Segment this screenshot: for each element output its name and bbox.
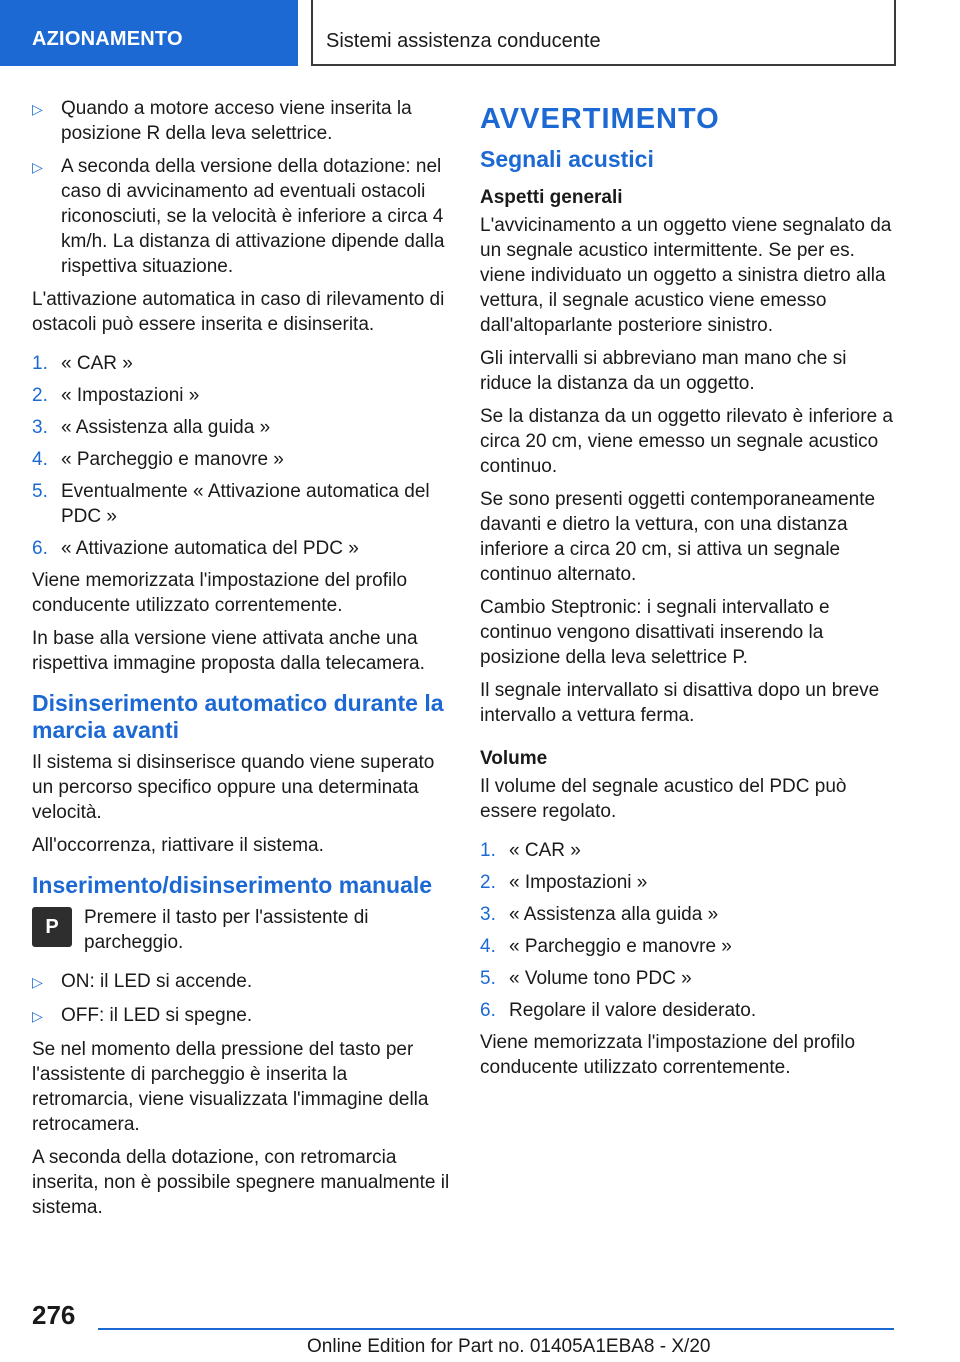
step-item: 2. « Impostazioni » — [480, 872, 648, 893]
paragraph: A seconda della dotazione, con retromarcia inserita, non è possibile spegnere manualmente il sistema. — [32, 1147, 450, 1218]
step-item: 3. « Assistenza alla guida » — [32, 417, 271, 438]
parking-assist-icon: P — [32, 907, 72, 947]
footer-divider — [98, 1328, 894, 1330]
header-chapter — [311, 0, 896, 66]
section-title: AZIONAMENTO — [32, 28, 183, 50]
step-item: 3. « Assistenza alla guida » — [480, 904, 719, 925]
step-item: 4. « Parcheggio e manovre » — [32, 449, 284, 470]
subsection-heading: Volume — [480, 748, 548, 769]
section-heading: Inserimento/disinserimento manuale — [32, 872, 433, 898]
warning-heading: AVVERTIMENTO — [480, 103, 720, 135]
paragraph: All'occorrenza, riattivare il sistema. — [32, 835, 324, 856]
paragraph: Il sistema si disinserisce quando viene superato un percorso specifico oppure una determinata velocità. — [32, 752, 435, 823]
step-item: 1. « CAR » — [480, 840, 581, 861]
list-item: ▷ A seconda della versione della dotazione: nel caso di avvicinamento ad eventuali ostacoli riconosciuti, se la velocità è inferiore a circa 4 km/h. La distanza di attivazione dipende dalla rispettiva situazione. — [32, 156, 445, 277]
step-item: 2. « Impostazioni » — [32, 385, 200, 406]
triangle-bullet-icon: ▷ — [32, 159, 43, 175]
paragraph: L'avvicinamento a un oggetto viene segnalato da un segnale acustico intermittente. Se per es. viene individuato un oggetto a sinistra dietro alla vettura, il segnale acustico viene emesso dall'altoparlante posteriore sinistro. — [480, 215, 892, 336]
paragraph: Se nel momento della pressione del tasto per l'assistente di parcheggio è inserita la retromarcia, viene visualizzata l'immagine della retrocamera. — [32, 1039, 429, 1135]
paragraph: Se sono presenti oggetti contemporaneamente davanti e dietro la vettura, con una distanza inferiore a circa 20 cm, si attiva un segnale continuo alternato. — [480, 489, 876, 585]
section-heading: Disinserimento automatico durante la marcia avanti — [32, 690, 444, 743]
list-item: ▷ ON: il LED si accende. — [32, 969, 450, 995]
header-section — [0, 0, 298, 66]
paragraph: Cambio Steptronic: i segnali intervallato e continuo vengono disattivati inserendo la posizione della leva selettrice P. — [480, 597, 830, 668]
triangle-bullet-icon: ▷ — [32, 101, 43, 117]
edition-footer: Online Edition for Part no. 01405A1EBA8 - X/20 — [307, 1336, 711, 1357]
step-item: 6. Regolare il valore desiderato. — [480, 1000, 757, 1021]
paragraph: Viene memorizzata l'impostazione del profilo conducente utilizzato correntemente. — [32, 570, 408, 616]
section-heading: Segnali acustici — [480, 146, 654, 172]
paragraph: Se la distanza da un oggetto rilevato è inferiore a circa 20 cm, viene emesso un segnale acustico continuo. — [480, 406, 893, 477]
paragraph: Viene memorizzata l'impostazione del profilo conducente utilizzato correntemente. — [480, 1032, 856, 1078]
paragraph: In base alla versione viene attivata anche una rispettiva immagine proposta dalla telecamera. — [32, 628, 425, 674]
triangle-bullet-icon: ▷ — [32, 974, 43, 990]
step-item: 5. Eventualmente « Attivazione automatica del PDC » — [32, 481, 430, 527]
step-item: 5. « Volume tono PDC » — [480, 968, 692, 989]
step-item: 6. « Attivazione automatica del PDC » — [32, 538, 359, 559]
step-item: 4. « Parcheggio e manovre » — [480, 936, 732, 957]
paragraph: Il volume del segnale acustico del PDC può essere regolato. — [480, 776, 847, 822]
subsection-heading: Aspetti generali — [480, 187, 623, 208]
step-item: 1. « CAR » — [32, 353, 133, 374]
paragraph: Il segnale intervallato si disattiva dopo un breve intervallo a vettura ferma. — [480, 680, 880, 726]
list-item: ▷ OFF: il LED si spegne. — [32, 1003, 450, 1029]
button-instruction: P Premere il tasto per l'assistente di parcheggio. — [32, 905, 450, 955]
paragraph: L'attivazione automatica in caso di rilevamento di ostacoli può essere inserita e disinserita. — [32, 289, 445, 335]
list-item: ▷ Quando a motore acceso viene inserita la posizione R della leva selettrice. — [32, 98, 412, 144]
paragraph: Gli intervalli si abbreviano man mano che si riduce la distanza da un oggetto. — [480, 348, 847, 394]
chapter-title: Sistemi assistenza conducente — [326, 30, 601, 52]
page-number: 276 — [32, 1300, 76, 1330]
right-column — [480, 96, 898, 1088]
triangle-bullet-icon: ▷ — [32, 1008, 43, 1024]
left-column — [32, 96, 450, 1228]
